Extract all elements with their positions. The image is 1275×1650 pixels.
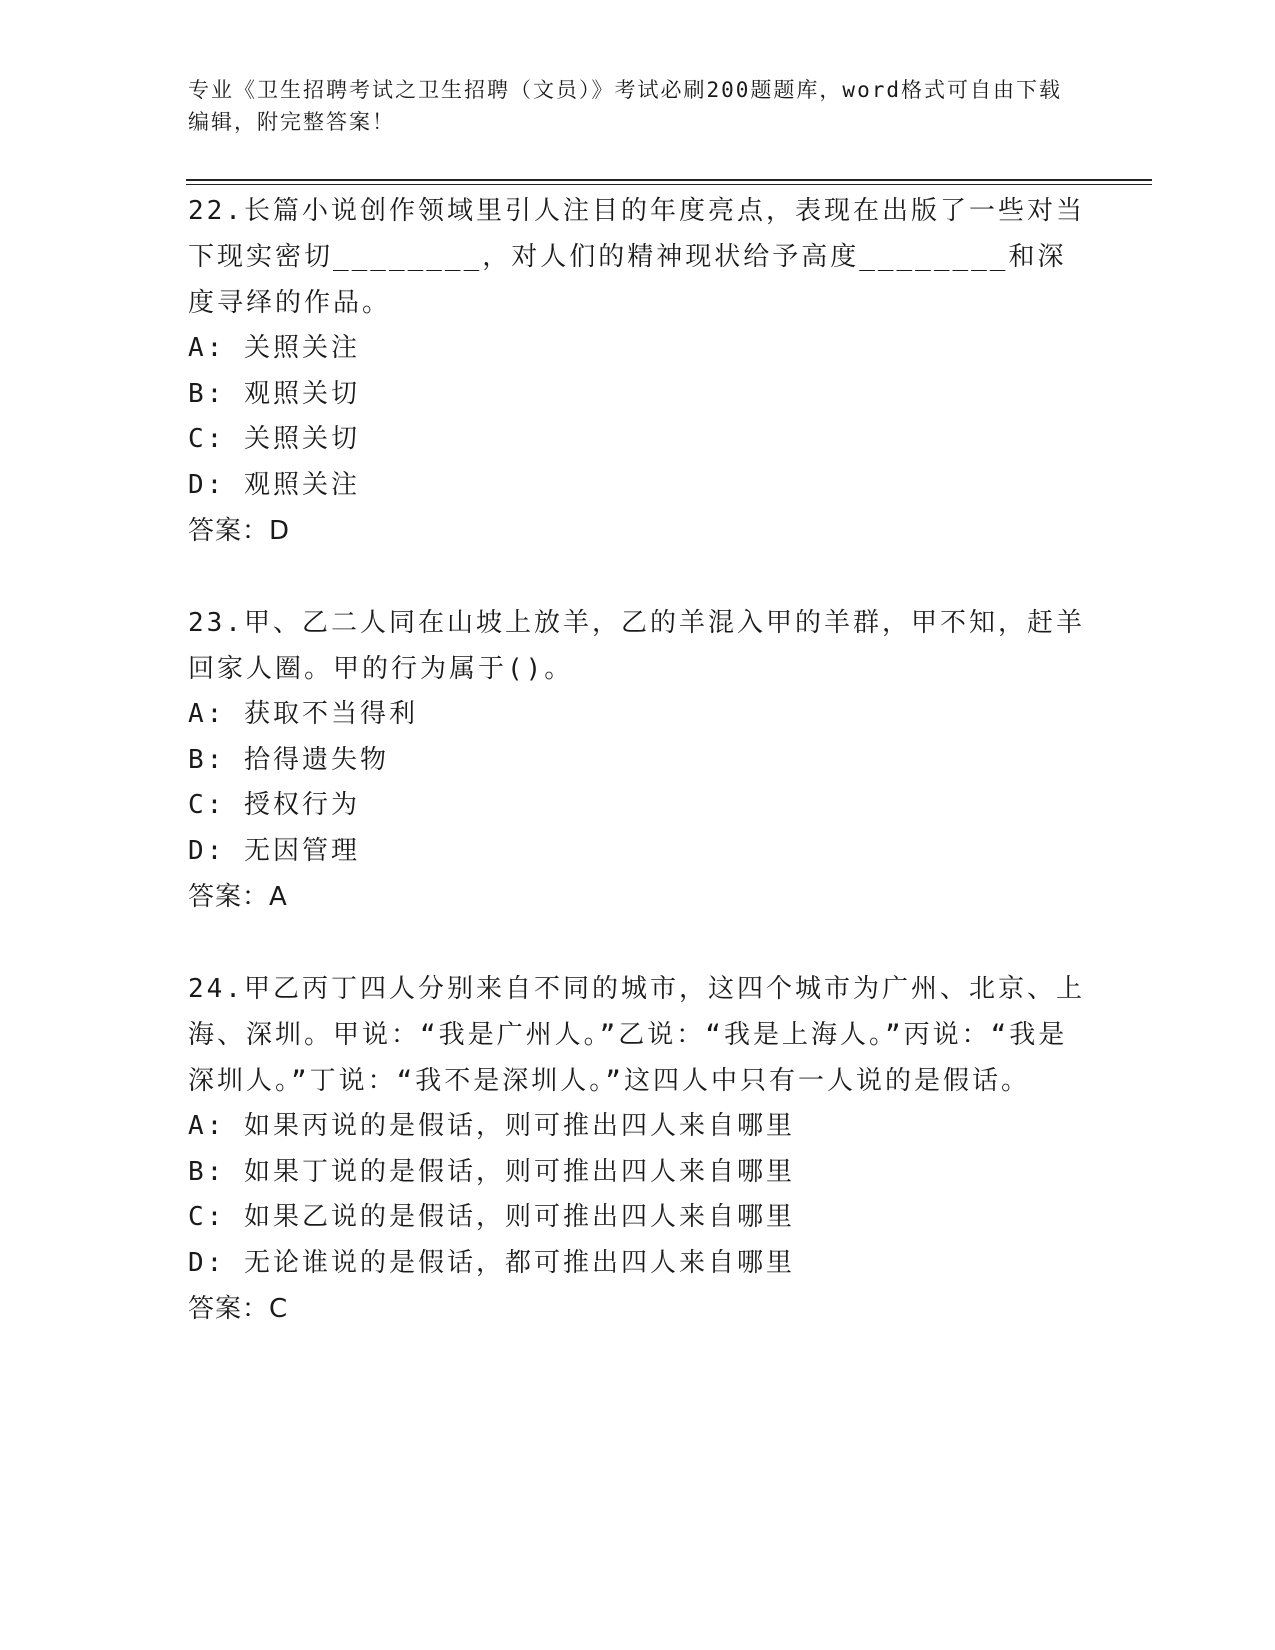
question-stem: 24.甲乙丙丁四人分别来自不同的城市，这四个城市为广州、北京、上海、深圳。甲说：“我是广州人。”乙说：“我是上海人。”丙说：“我是深圳人。”丁说：“我不是深圳人。”这四人中只有一人说的是假话。	[188, 974, 1085, 1096]
answer: 答案：A	[188, 882, 288, 912]
question-23	[188, 600, 1088, 920]
option-a: A: 如果丙说的是假话，则可推出四人来自哪里	[188, 1111, 795, 1141]
question-24	[188, 966, 1088, 1332]
option-d: D: 无因管理	[188, 835, 360, 866]
answer: 答案：D	[188, 516, 291, 546]
option-b: B: 拾得遗失物	[188, 744, 389, 775]
option-d: D: 观照关注	[188, 469, 360, 500]
header-divider-thin	[186, 184, 1152, 185]
question-stem: 23.甲、乙二人同在山坡上放羊，乙的羊混入甲的羊群，甲不知，赶羊回家人圈。甲的行为属于()。	[188, 608, 1085, 684]
option-a: A: 获取不当得利	[188, 699, 418, 729]
header-divider	[186, 179, 1152, 181]
option-c: C: 如果乙说的是假话，则可推出四人来自哪里	[188, 1202, 795, 1232]
answer: 答案：C	[188, 1294, 289, 1324]
question-stem: 22.长篇小说创作领域里引人注目的年度亮点，表现在出版了一些对当下现实密切________，对人们的精神现状给予高度________和深度寻绎的作品。	[188, 196, 1085, 318]
document-header: 专业《卫生招聘考试之卫生招聘（文员）》考试必刷200题题库，word格式可自由下载编辑，附完整答案！	[188, 78, 1062, 134]
option-a: A: 关照关注	[188, 333, 360, 363]
option-d: D: 无论谁说的是假话，都可推出四人来自哪里	[188, 1247, 795, 1278]
option-c: C: 关照关切	[188, 424, 360, 454]
question-22	[188, 188, 1088, 554]
option-c: C: 授权行为	[188, 790, 360, 820]
option-b: B: 如果丁说的是假话，则可推出四人来自哪里	[188, 1156, 795, 1187]
option-b: B: 观照关切	[188, 378, 360, 409]
